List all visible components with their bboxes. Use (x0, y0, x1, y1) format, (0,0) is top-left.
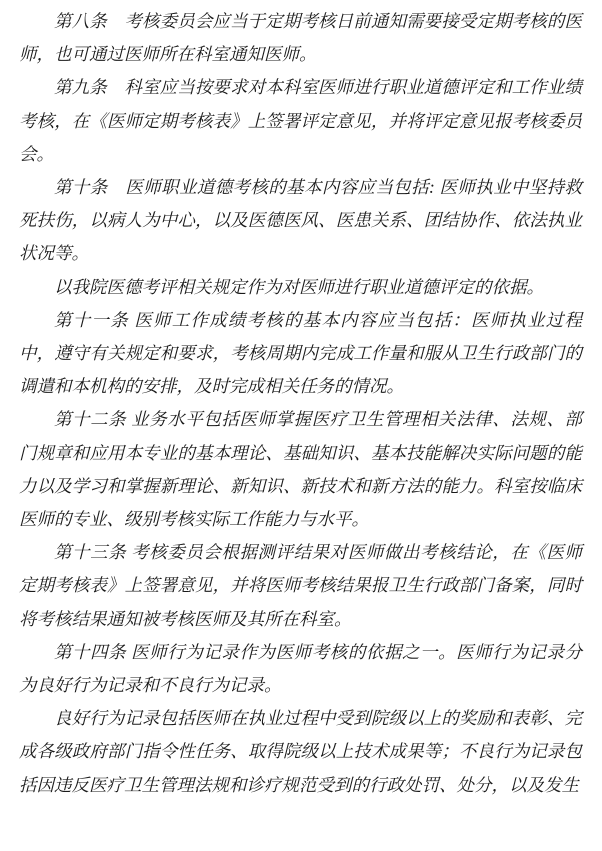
paragraph-7: 第十三条 考核委员会根据测评结果对医师做出考核结论，在《医师定期考核表》上签署意见，并将医师考核结果报卫生行政部门备案，同时将考核结果通知被考核医师及其所在科室。 (19, 542, 582, 629)
paragraph-8: 第十四条 医师行为记录作为医师考核的依据之一。医师行为记录分为良好行为记录和不良行为记录。 (19, 641, 582, 696)
paragraph-6: 第十二条 业务水平包括医师掌握医疗卫生管理相关法律、法规、部门规章和应用本专业的基本理论、基础知识、基本技能解决实际问题的能力以及学习和掌握新理论、新知识、新技术和新方法的能力。科室按临床医师的专业、级别考核实际工作能力与水平。 (19, 409, 582, 530)
paragraph-3: 第十条 医师职业道德考核的基本内容应当包括: 医师执业中坚持救死扶伤，以病人为中心，以及医德医风、医患关系、团结协作、依法执业状况等。 (19, 177, 582, 264)
paragraph-4: 以我院医德考评相关规定作为对医师进行职业道德评定的依据。 (54, 276, 544, 297)
paragraph-1: 第八条 考核委员会应当于定期考核日前通知需要接受定期考核的医师，也可通过医师所在科室通知医师。 (19, 11, 582, 65)
paragraph-9: 良好行为记录包括医师在执业过程中受到院级以上的奖励和表彰、完成各级政府部门指令性任务、取得院级以上技术成果等；不良行为记录包括因违反医疗卫生管理法规和诊疗规范受到的行政处罚、处分，以及发生 (19, 708, 582, 795)
paragraph-5: 第十一条 医师工作成绩考核的基本内容应当包括：医师执业过程中，遵守有关规定和要求，考核周期内完成工作量和服从卫生行政部门的调遣和本机构的安排，及时完成相关任务的情况。 (19, 309, 582, 397)
paragraph-2: 第九条 科室应当按要求对本科室医师进行职业道德评定和工作业绩考核，在《医师定期考核表》上签署评定意见，并将评定意见报考核委员会。 (19, 77, 582, 164)
document-body (19, 5, 582, 802)
